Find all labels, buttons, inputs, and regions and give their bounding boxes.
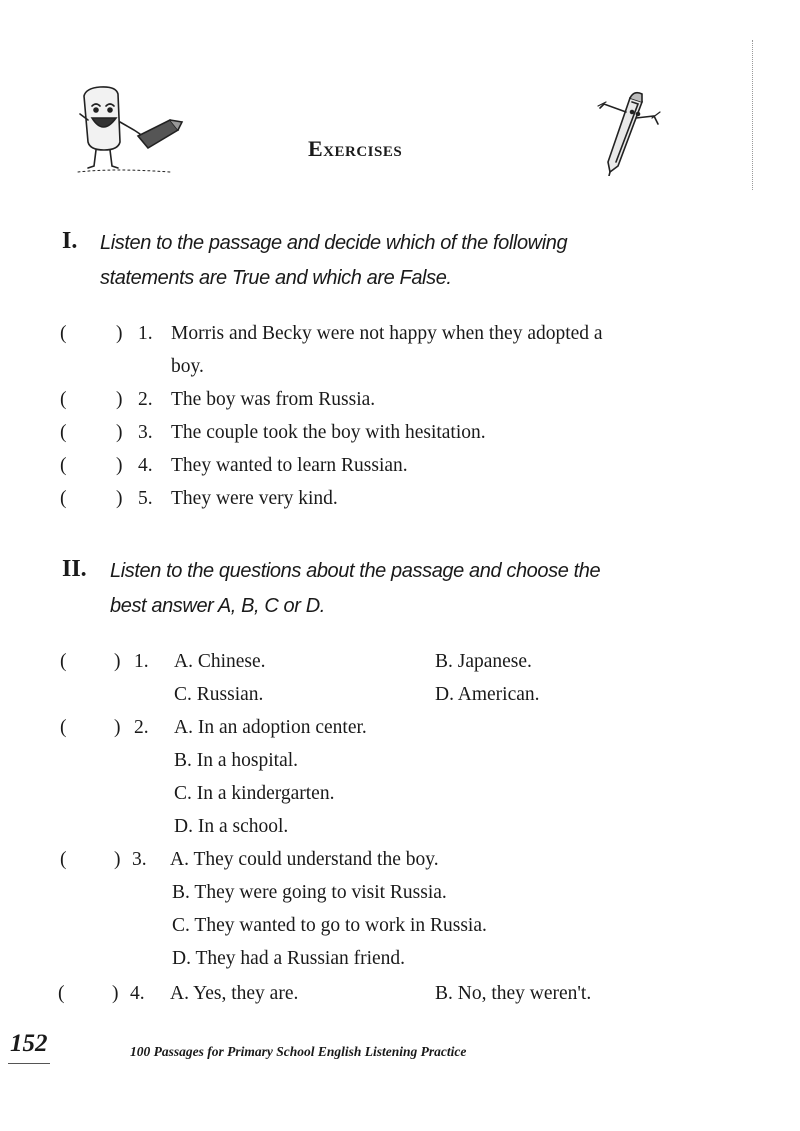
page-edge-marks [750,40,753,190]
section-instruction-line: best answer A, B, C or D. [110,595,325,617]
page-number: 152 [10,1030,48,1057]
section-number: I. [62,228,78,254]
item-number: 4. [138,455,153,476]
item-number: 2. [138,389,153,410]
pencil-character-icon [596,88,666,176]
option-a: A. They could understand the boy. [170,849,439,870]
section-instruction-line: Listen to the passage and decide which of the following [100,232,568,254]
option-b: B. They were going to visit Russia. [172,882,447,903]
list-item: ( ) 1. A. Chinese. B. Japanese. [0,645,800,678]
list-item [0,678,800,711]
option-b: B. In a hospital. [174,750,299,771]
item-number: 3. [138,422,153,443]
running-footer-title: 100 Passages for Primary School English Listening Practice [130,1044,467,1059]
option-d: D. In a school. [174,816,289,837]
list-item: ( ) 4. A. Yes, they are. B. No, they weren't. [0,977,800,1010]
list-item: ( ) 2. A. In an adoption center. [0,711,800,744]
page-title: Exercises [308,136,403,161]
item-text: Morris and Becky were not happy when they adopted a [171,323,603,344]
item-text-continued: boy. [171,356,204,377]
option-d: D. They had a Russian friend. [172,948,406,969]
section-instruction-line: statements are True and which are False. [100,267,452,289]
option-a: A. Chinese. [174,651,266,672]
item-text: The couple took the boy with hesitation. [171,422,486,443]
divider [8,1063,50,1064]
option-b: B. Japanese. [435,651,532,672]
item-number: 2. [134,717,149,738]
item-text: The boy was from Russia. [171,389,376,410]
item-number: 3. [132,849,147,870]
item-number: 1. [134,651,149,672]
option-c: C. They wanted to go to work in Russia. [172,915,487,936]
section-instruction-line: Listen to the questions about the passage and choose the [110,560,601,582]
item-number: 1. [138,323,153,344]
list-item: ( ) 2. The boy was from Russia. [0,383,800,416]
list-item: ( ) 4. They wanted to learn Russian. [0,449,800,482]
option-d: D. American. [435,684,540,705]
item-number: 5. [138,488,153,509]
item-number: 4. [130,983,145,1004]
item-text: They were very kind. [171,488,338,509]
option-c: C. Russian. [174,684,264,705]
section-number: II. [62,556,87,582]
list-item: ( ) 3. The couple took the boy with hesitation. [0,416,800,449]
option-b: B. No, they weren't. [435,983,592,1004]
item-text: They wanted to learn Russian. [171,455,408,476]
list-item: ( ) 5. They were very kind. [0,482,800,515]
option-a: A. Yes, they are. [170,983,299,1004]
cartoon-character-with-pencil-sharpener-icon [74,84,200,176]
list-item: ( ) 1. Morris and Becky were not happy when they adopted a [0,317,800,350]
option-c: C. In a kindergarten. [174,783,335,804]
list-item: ( ) 3. A. They could understand the boy. [0,843,800,876]
option-a: A. In an adoption center. [174,717,367,738]
